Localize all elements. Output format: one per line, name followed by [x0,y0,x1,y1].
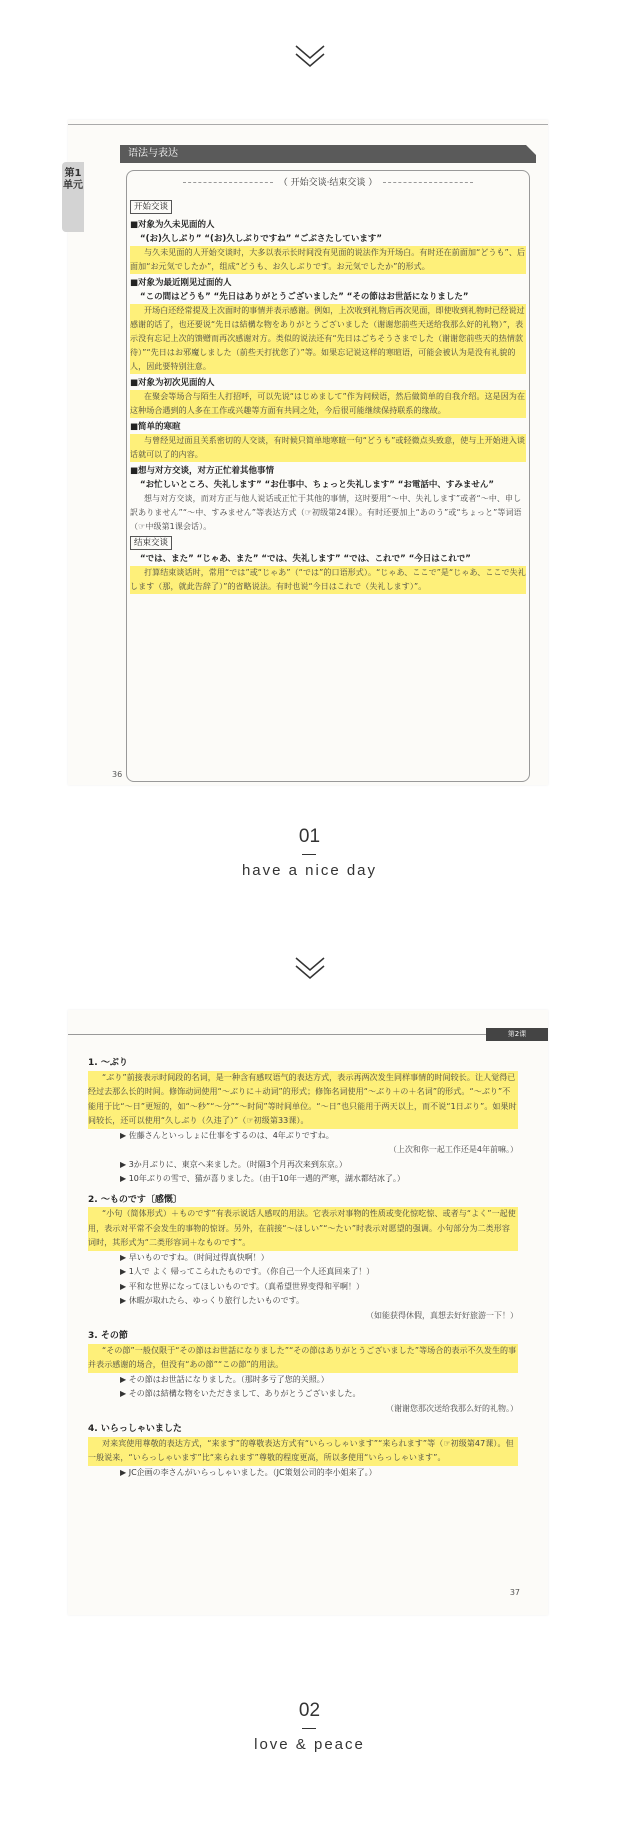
example-item: ▶ JC企画の李さんがいらっしゃいました。（JC策划公司的李小姐来了。） [120,1467,377,1477]
grammar-title: 4. いらっしゃいました [88,1424,182,1434]
example-translation: （如能获得休假，真想去好好旅游一下！） [366,1310,518,1320]
lesson-tab: 第2课 [486,1028,548,1041]
paragraph: “その節”一般仅限于“その節はお世話になりました”“その節はありがとうございました”等场合的表示不久发生的事并表示感谢的场合，但没有“あの節”“この節”的用法。 [88,1344,518,1373]
paragraph: 打算结束谈话时，常用“では”或“じゃあ”（“では”的口语形式）。“じゃあ、ここで”是“じゃあ、ここで失礼します（那，就此告辞了）”的省略说法。有时也说“今日はこれで（失礼します）”。 [130,566,526,594]
paragraph: “小句（简体形式）＋ものです”有表示说话人感叹的用法。它表示对事物的性质或变化惊吃惊、或者与“よく”一起使用，表示对平常不会发生的事物的惊讶。另外，在前接“～ほしい”“～たい”时表示对愿望的强调。小句部分为二类形容词时，其形式为“二类形容词＋なものです”。 [88,1207,518,1251]
section-title: ■对象为初次见面的人 [130,378,215,388]
page-body [88,1050,518,1480]
example-phrases: “では、また” “じゃあ、また” “では、失礼します” “では、これで” “今日はこれで” [140,554,471,564]
textbook-page-37 [68,1010,548,1615]
frame-title: （ 开始交谈·结束交谈 ） [127,175,529,188]
paragraph: 与曾经见过面且关系密切的人交谈，有时候只简单地寒暄一句“どうも”或轻微点头致意，使与上开始进入谈话就可以了的内容。 [130,434,526,462]
example-phrases: “お忙しいところ、失礼します” “お仕事中、ちょっと失礼します” “お電話中、すみません” [140,480,494,490]
section-title: ■对象为最近刚见过面的人 [130,278,232,288]
example-item: ▶ その節は結構な物をいただきまして、ありがとうございました。 [120,1389,361,1398]
textbook-page-36 [63,120,548,785]
divider [302,1728,316,1729]
example-item: ▶ 佐藤さんといっしょに仕事をするのは、4年ぶりですね。 [120,1130,334,1140]
grammar-title: 3. その節 [88,1331,128,1341]
paragraph: 与久未见面的人开始交谈时，大多以表示长时间没有见面的说法作为开场白。有时还在前面加“どうも”、后面加“お元気でしたか”，组成“どうも、お久しぶりです。お元気でしたか”的形式。 [130,246,526,274]
section-caption: love & peace [254,1736,365,1753]
page-number: 37 [509,1588,520,1597]
paragraph: “ぶり”前接表示时间段的名词，是一种含有感叹语气的表达方式，表示再两次发生同样事情的时间较长。让人觉得已经过去那么长的时间。修饰动词使用“～ぶりに＋动词”的形式；修饰名词使用“～ぶり＋の＋名词”的形式。“～ぶり”不能用于比“～日”更短的，如“～秒”“～分”“～时间”等时间单位。“～日”也只能用于两天以上，而不说“1日ぶり”。如果时间较长，还可以使用“久しぶり（久违了）”（☞初级第33课）。 [88,1071,518,1129]
section-number: 01 [298,826,321,847]
section-number: 02 [298,1700,321,1721]
paragraph: 想与对方交谈，而对方正与他人说话或正忙于其他的事情，这时要用“～中、失礼します”或者“～中、申し訳ありません”“～中、すみません”等表达方式（☞初级第24课）。有时还要加上“あのう”或“ちょっと”等词语（☞中级第1课会话）。 [130,494,522,531]
example-item: ▶ 10年ぶりの雪で、猫が喜りました。（由于10年一遇的严寒，湖水都结冰了。） [120,1174,405,1183]
grammar-title: 2. ～ものです〔感慨〕 [88,1194,182,1205]
example-item: ▶ その節はお世話になりました。（那时多亏了您的关照。） [120,1374,329,1384]
grammar-title: 1. ～ぶり [88,1058,128,1068]
section-title: ■简单的寒暄 [130,422,181,432]
example-item: ▶ 休暇が取れたら、ゆっくり旅行したいものです。 [120,1296,304,1305]
section-title: ■想与对方交谈，对方正忙着其他事情 [130,466,275,476]
example-phrases: “この間はどうも” “先日はありがとうございました” “その節はお世話になりました” [140,292,469,302]
box-label-open: 开始交谈 [130,200,172,214]
section-title: ■对象为久未见面的人 [130,220,215,230]
box-label-close: 结束交谈 [130,536,172,550]
example-item: ▶ 3か月ぶりに、東京へ来ました。（时隔3个月再次来到东京。） [120,1159,347,1169]
unit-side-tab: 第1单元 [62,162,84,232]
page-number: 36 [112,770,123,779]
example-translation: （上次和你一起工作还是4年前嘛。） [388,1145,518,1154]
chevron-down-icon [292,952,328,988]
divider [302,854,316,855]
paragraph: 在聚会等场合与陌生人打招呼，可以先说“はじめまして”作为问候语，然后做简单的自我介绍。这是因为在这种场合遇到的人多在工作或兴趣等方面有共同之处，今后很可能继续保持联系的缘故。 [130,390,526,418]
example-item: ▶ 平和な世界になってほしいものです。（真希望世界变得和平啊！） [120,1281,365,1291]
section-caption: have a nice day [241,862,378,879]
example-translation: （谢谢您那次送给我那么好的礼物。） [386,1403,518,1413]
page-body [130,198,526,594]
section-header: 语法与表达 [120,145,536,163]
example-phrases: “(お)久しぶり” “(お)久しぶりですね” “ごぶさたしています” [140,234,382,244]
paragraph: 对来宾使用尊敬的表达方式，“来ます”的尊敬表达方式有“いらっしゃいます”“来られます”等（☞初级第47课）。但一般说来，“いらっしゃいます”比“来られます”尊敬的程度更高，所以多使用“いらっしゃいます”。 [88,1437,518,1466]
chevron-down-icon [292,40,328,76]
paragraph: 开场白还经常提及上次面时的事情并表示感谢。例如，上次收到礼物后再次见面，即使收到礼物时已经说过感谢的话了，也还要说“先日は結構な物をありがとうございました（谢谢您前些天送给我那么好的礼物）”，表示没有忘记上次的馈赠而再次感谢对方。类似的说法还有“先日はごちそうさまでした（谢谢您前些天的热情款待）”“先日はお邪魔しました（前些天打扰您了）”等。如果忘记说这样的寒暄语，可能会被认为是没有礼貌的人，因此要特别注意。 [130,304,526,374]
example-item: ▶ 1人で よく 帰ってこられたものです。（你自己一个人还真回来了！） [120,1267,375,1276]
example-item: ▶ 早いものですね。（时间过得真快啊！） [120,1252,269,1262]
